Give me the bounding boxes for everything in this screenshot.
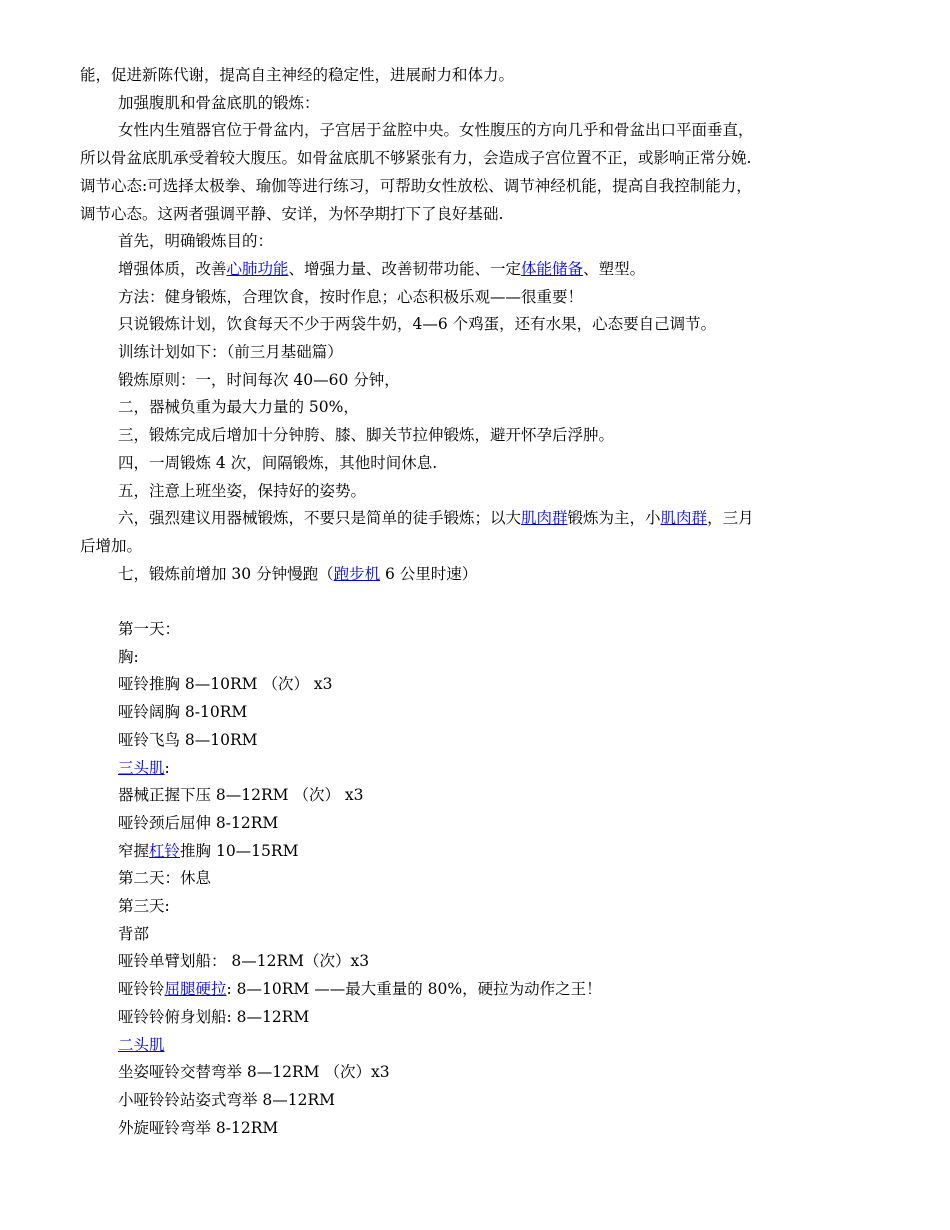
text-segment: 首先，明确锻炼目的： <box>118 232 274 251</box>
text-segment: 背部 <box>118 924 150 943</box>
text-segment: 锻炼原则：一，时间每次 40—60 分钟， <box>118 370 400 389</box>
text-segment: 第一天： <box>118 620 181 639</box>
hyperlink[interactable]: 肌肉群 <box>660 509 708 528</box>
text-line <box>80 1059 873 1087</box>
text-line <box>80 644 873 672</box>
text-line <box>80 422 873 450</box>
text-segment: 推胸 10—15RM <box>180 841 299 860</box>
hyperlink[interactable]: 心肺功能 <box>226 259 289 278</box>
text-segment: : <box>164 758 170 777</box>
text-line <box>80 782 873 810</box>
text-segment: 、塑型。 <box>583 259 646 278</box>
text-line <box>80 699 873 727</box>
text-line <box>80 1115 873 1143</box>
hyperlink[interactable]: 二头肌 <box>118 1035 165 1054</box>
text-segment: 哑铃单臂划船： 8—12RM（次）x3 <box>118 952 370 971</box>
text-line <box>80 616 873 644</box>
text-segment: 训练计划如下：（前三月基础篇） <box>118 343 343 362</box>
blank-line <box>80 588 873 616</box>
text-line <box>80 117 873 145</box>
text-line <box>80 339 873 367</box>
text-segment: 加强腹肌和骨盆底肌的锻炼： <box>118 93 320 112</box>
text-segment: 所以骨盆底肌承受着较大腹压。如骨盆底肌不够紧张有力，会造成子宫位置不正，或影响正常分娩. <box>80 149 752 168</box>
text-segment: 后增加。 <box>80 536 143 555</box>
text-segment: 哑铃飞鸟 8—10RM <box>118 730 258 749</box>
text-line <box>80 671 873 699</box>
text-line <box>80 948 873 976</box>
text-line <box>80 367 873 395</box>
text-segment: 小哑铃铃站姿式弯举 8—12RM <box>118 1091 336 1109</box>
text-line <box>80 311 873 339</box>
text-segment: 三，锻炼完成后增加十分钟胯、膝、脚关节拉伸锻炼，避开怀孕后浮肿。 <box>118 426 615 445</box>
text-line <box>80 145 873 173</box>
text-line <box>80 838 873 866</box>
text-segment: 七，锻炼前增加 30 分钟慢跑（ <box>118 564 334 583</box>
hyperlink[interactable]: 体能储备 <box>521 259 584 278</box>
text-segment: 哑铃阔胸 8-10RM <box>118 703 248 722</box>
text-line <box>80 394 873 422</box>
text-line <box>80 893 873 921</box>
hyperlink[interactable]: 跑步机 <box>333 564 381 583</box>
text-segment: 能，促进新陈代谢，提高自主神经的稳定性，进展耐力和体力。 <box>80 66 515 84</box>
text-segment: 增强体质，改善 <box>118 259 227 278</box>
text-segment: 器械正握下压 8—12RM （次） x3 <box>118 786 364 805</box>
text-segment: 哑铃颈后屈伸 8-12RM <box>118 813 279 832</box>
text-segment: : 8—10RM ——最大重量的 80%，硬拉为动作之王！ <box>226 980 602 999</box>
text-line <box>80 256 873 284</box>
text-line <box>80 976 873 1004</box>
text-line <box>80 201 873 229</box>
text-segment: 调节心态:可选择太极拳、瑜伽等进行练习，可帮助女性放松、调节神经机能，提高自我控制能力， <box>80 176 752 195</box>
hyperlink[interactable]: 屈腿硬拉 <box>164 980 227 999</box>
hyperlink[interactable]: 三头肌 <box>118 758 165 777</box>
text-segment: 二，器械负重为最大力量的 50%， <box>118 398 359 417</box>
text-segment: 第三天: <box>118 897 170 916</box>
text-line <box>80 1087 873 1115</box>
text-segment: 坐姿哑铃交替弯举 8—12RM （次）x3 <box>118 1063 390 1082</box>
text-segment: 五，注意上班坐姿，保持好的姿势。 <box>118 481 367 500</box>
text-line <box>80 561 873 589</box>
text-line <box>80 228 873 256</box>
text-segment: 6 公里时速） <box>380 564 478 583</box>
text-segment: 哑铃铃俯身划船: 8—12RM <box>118 1007 310 1026</box>
text-line <box>80 755 873 783</box>
text-line <box>80 505 873 533</box>
text-segment: 哑铃推胸 8—10RM （次） x3 <box>118 675 333 694</box>
text-segment: 第二天：休息 <box>118 869 212 888</box>
text-line <box>80 533 873 561</box>
text-line <box>80 1004 873 1032</box>
text-segment: 只说锻炼计划，饮食每天不少于两袋牛奶，4—6 个鸡蛋，还有水果，心态要自己调节。 <box>118 315 717 334</box>
text-segment: 窄握 <box>118 841 150 860</box>
text-segment: 方法：健身锻炼，合理饮食，按时作息；心态积极乐观——很重要！ <box>118 287 584 306</box>
text-line <box>80 921 873 949</box>
text-segment: 女性内生殖器官位于骨盆内，子宫居于盆腔中央。女性腹压的方向几乎和骨盆出口平面垂直， <box>118 121 754 140</box>
text-line <box>80 450 873 478</box>
text-segment: 哑铃铃 <box>118 980 165 999</box>
text-segment: 四，一周锻炼 4 次，间隔锻炼，其他时间休息. <box>118 453 438 472</box>
text-segment: 胸: <box>118 647 139 666</box>
text-line <box>80 62 873 90</box>
text-line <box>80 727 873 755</box>
hyperlink[interactable]: 杠铃 <box>149 841 181 860</box>
text-segment: 调节心态。这两者强调平静、安详，为怀孕期打下了良好基础. <box>80 204 504 223</box>
text-segment: 、增强力量、改善韧带功能、一定 <box>288 259 522 278</box>
text-segment: ，三月 <box>707 509 754 528</box>
text-segment: 锻炼为主，小 <box>567 509 661 528</box>
text-line <box>80 1032 873 1060</box>
text-line <box>80 810 873 838</box>
text-line <box>80 173 873 201</box>
text-line <box>80 284 873 312</box>
text-segment: 六，强烈建议用器械锻炼，不要只是简单的徒手锻炼；以大 <box>118 509 522 528</box>
hyperlink[interactable]: 肌肉群 <box>521 509 568 528</box>
text-segment: 外旋哑铃弯举 8-12RM <box>118 1118 279 1137</box>
document-body <box>80 62 873 1142</box>
text-line <box>80 478 873 506</box>
text-line <box>80 865 873 893</box>
text-line <box>80 90 873 118</box>
